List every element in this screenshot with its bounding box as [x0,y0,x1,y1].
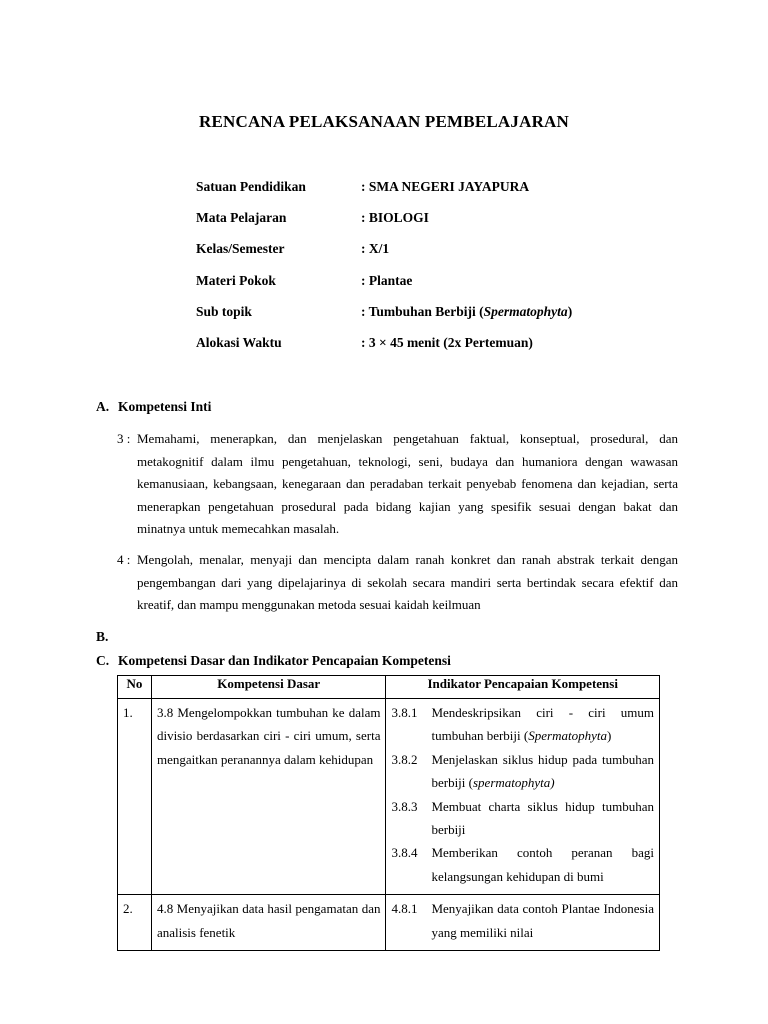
indikator-item [391,748,654,795]
kompetensi-dasar-text: 3.8 Mengelompokkan tumbuhan ke dalam divisio berdasarkan ciri - ciri umum, serta mengaitkan peranannya dalam kehidupan [156,705,381,767]
ki-item [117,428,678,541]
ki-number: 3 : [117,431,131,446]
indikator-italic: Spermatophyta [528,728,607,744]
indikator-item [391,897,654,944]
indikator-code: 3.8.1 [391,705,418,720]
table-row [118,895,660,951]
kompetensi-dasar-text: 4.8 Menyajikan data hasil pengamatan dan analisis fenetik [156,901,381,940]
table-row [118,699,660,895]
row-number: 2. [118,895,152,951]
value-italic: Spermatophyta [483,303,568,319]
section-title: Kompetensi Inti [118,399,212,414]
kompetensi-dasar-cell [151,895,386,951]
indikator-code: 3.8.2 [391,751,418,767]
identity-value: : X/1 [361,241,390,257]
ki-item [117,549,678,617]
indikator-text: Membuat charta siklus hidup tumbuhan berbiji [431,798,654,838]
indikator-item [391,701,654,748]
indikator-cell [386,699,660,895]
indikator-text: ) [606,728,612,744]
section-b-heading [96,629,118,645]
section-title: Kompetensi Dasar dan Indikator Pencapaian Kompetensi [118,653,451,668]
row-number: 1. [118,699,152,895]
table-header-row [118,676,660,699]
identity-value [361,304,572,320]
indikator-code: 4.8.1 [391,901,418,917]
indikator-item [391,841,654,888]
indikator-text: Menjelaskan siklus hidup pada tumbuhan berbiji ( [431,751,654,791]
identity-value: : Plantae [361,272,413,288]
identity-value: : 3 × 45 menit (2x Pertemuan) [361,334,533,350]
competency-table [117,675,660,951]
indikator-italic: spermatophyta) [472,775,555,791]
header-no: No [118,676,152,699]
identity-label: Kelas/Semester [196,241,285,257]
identity-label: Alokasi Waktu [196,334,282,350]
indikator-code: 3.8.4 [391,845,418,861]
identity-value: : BIOLOGI [361,210,429,226]
value-text: ) [567,303,573,319]
indikator-item [391,795,654,842]
section-marker: A. [96,399,110,414]
indikator-cell [386,895,660,951]
section-marker: C. [96,653,110,668]
ki-text: Mengolah, menalar, menyaji dan mencipta dalam ranah konkret dan ranah abstrak terkait dengan pengembangan dari yang dipelajarinya di sekolah secara mandiri serta bertindak secara efektif dan kreatif, dan mampu menggunakan metoda sesuai kaidah keilmuan [137,551,678,613]
kompetensi-dasar-cell [151,699,386,895]
ki-number: 4 : [117,551,131,567]
identity-label: Sub topik [196,303,252,319]
document-title: RENCANA PELAKSANAAN PEMBELAJARAN [198,112,570,131]
indikator-text: Menyajikan data contoh Plantae Indonesia yang memiliki nilai [431,901,654,940]
section-c-heading [96,653,451,669]
header-kompetensi-dasar: Kompetensi Dasar [151,676,386,699]
identity-label: Satuan Pendidikan [196,179,306,194]
identity-label: Materi Pokok [196,272,276,288]
indikator-code: 3.8.3 [391,798,418,814]
value-text: : Tumbuhan Berbiji ( [361,303,484,319]
indikator-text: Memberikan contoh peranan bagi kelangsungan kehidupan di bumi [431,845,654,884]
identity-value: : SMA NEGERI JAYAPURA [361,179,530,194]
header-indikator: Indikator Pencapaian Kompetensi [386,676,660,699]
indikator-text: Mendeskripsikan ciri - ciri umum tumbuhan berbiji ( [431,705,654,744]
identity-label: Mata Pelajaran [196,210,287,226]
kompetensi-inti-list [117,428,678,625]
section-marker: B. [96,629,109,644]
section-a-heading [96,399,211,415]
ki-text: Memahami, menerapkan, dan menjelaskan pengetahuan faktual, konseptual, prosedural, dan metakognitif dalam ilmu pengetahuan, teknologi, seni, budaya dan humaniora dengan wawasan kemanusiaan, kebangsaan, kenegaraan dan peradaban terkait penyebab fenomena dan kejadian, serta menerapkan pengetahuan prosedural pada bidang kajian yang spesifik sesuai dengan bakat dan minatnya untuk memecahkan masalah. [137,431,678,537]
